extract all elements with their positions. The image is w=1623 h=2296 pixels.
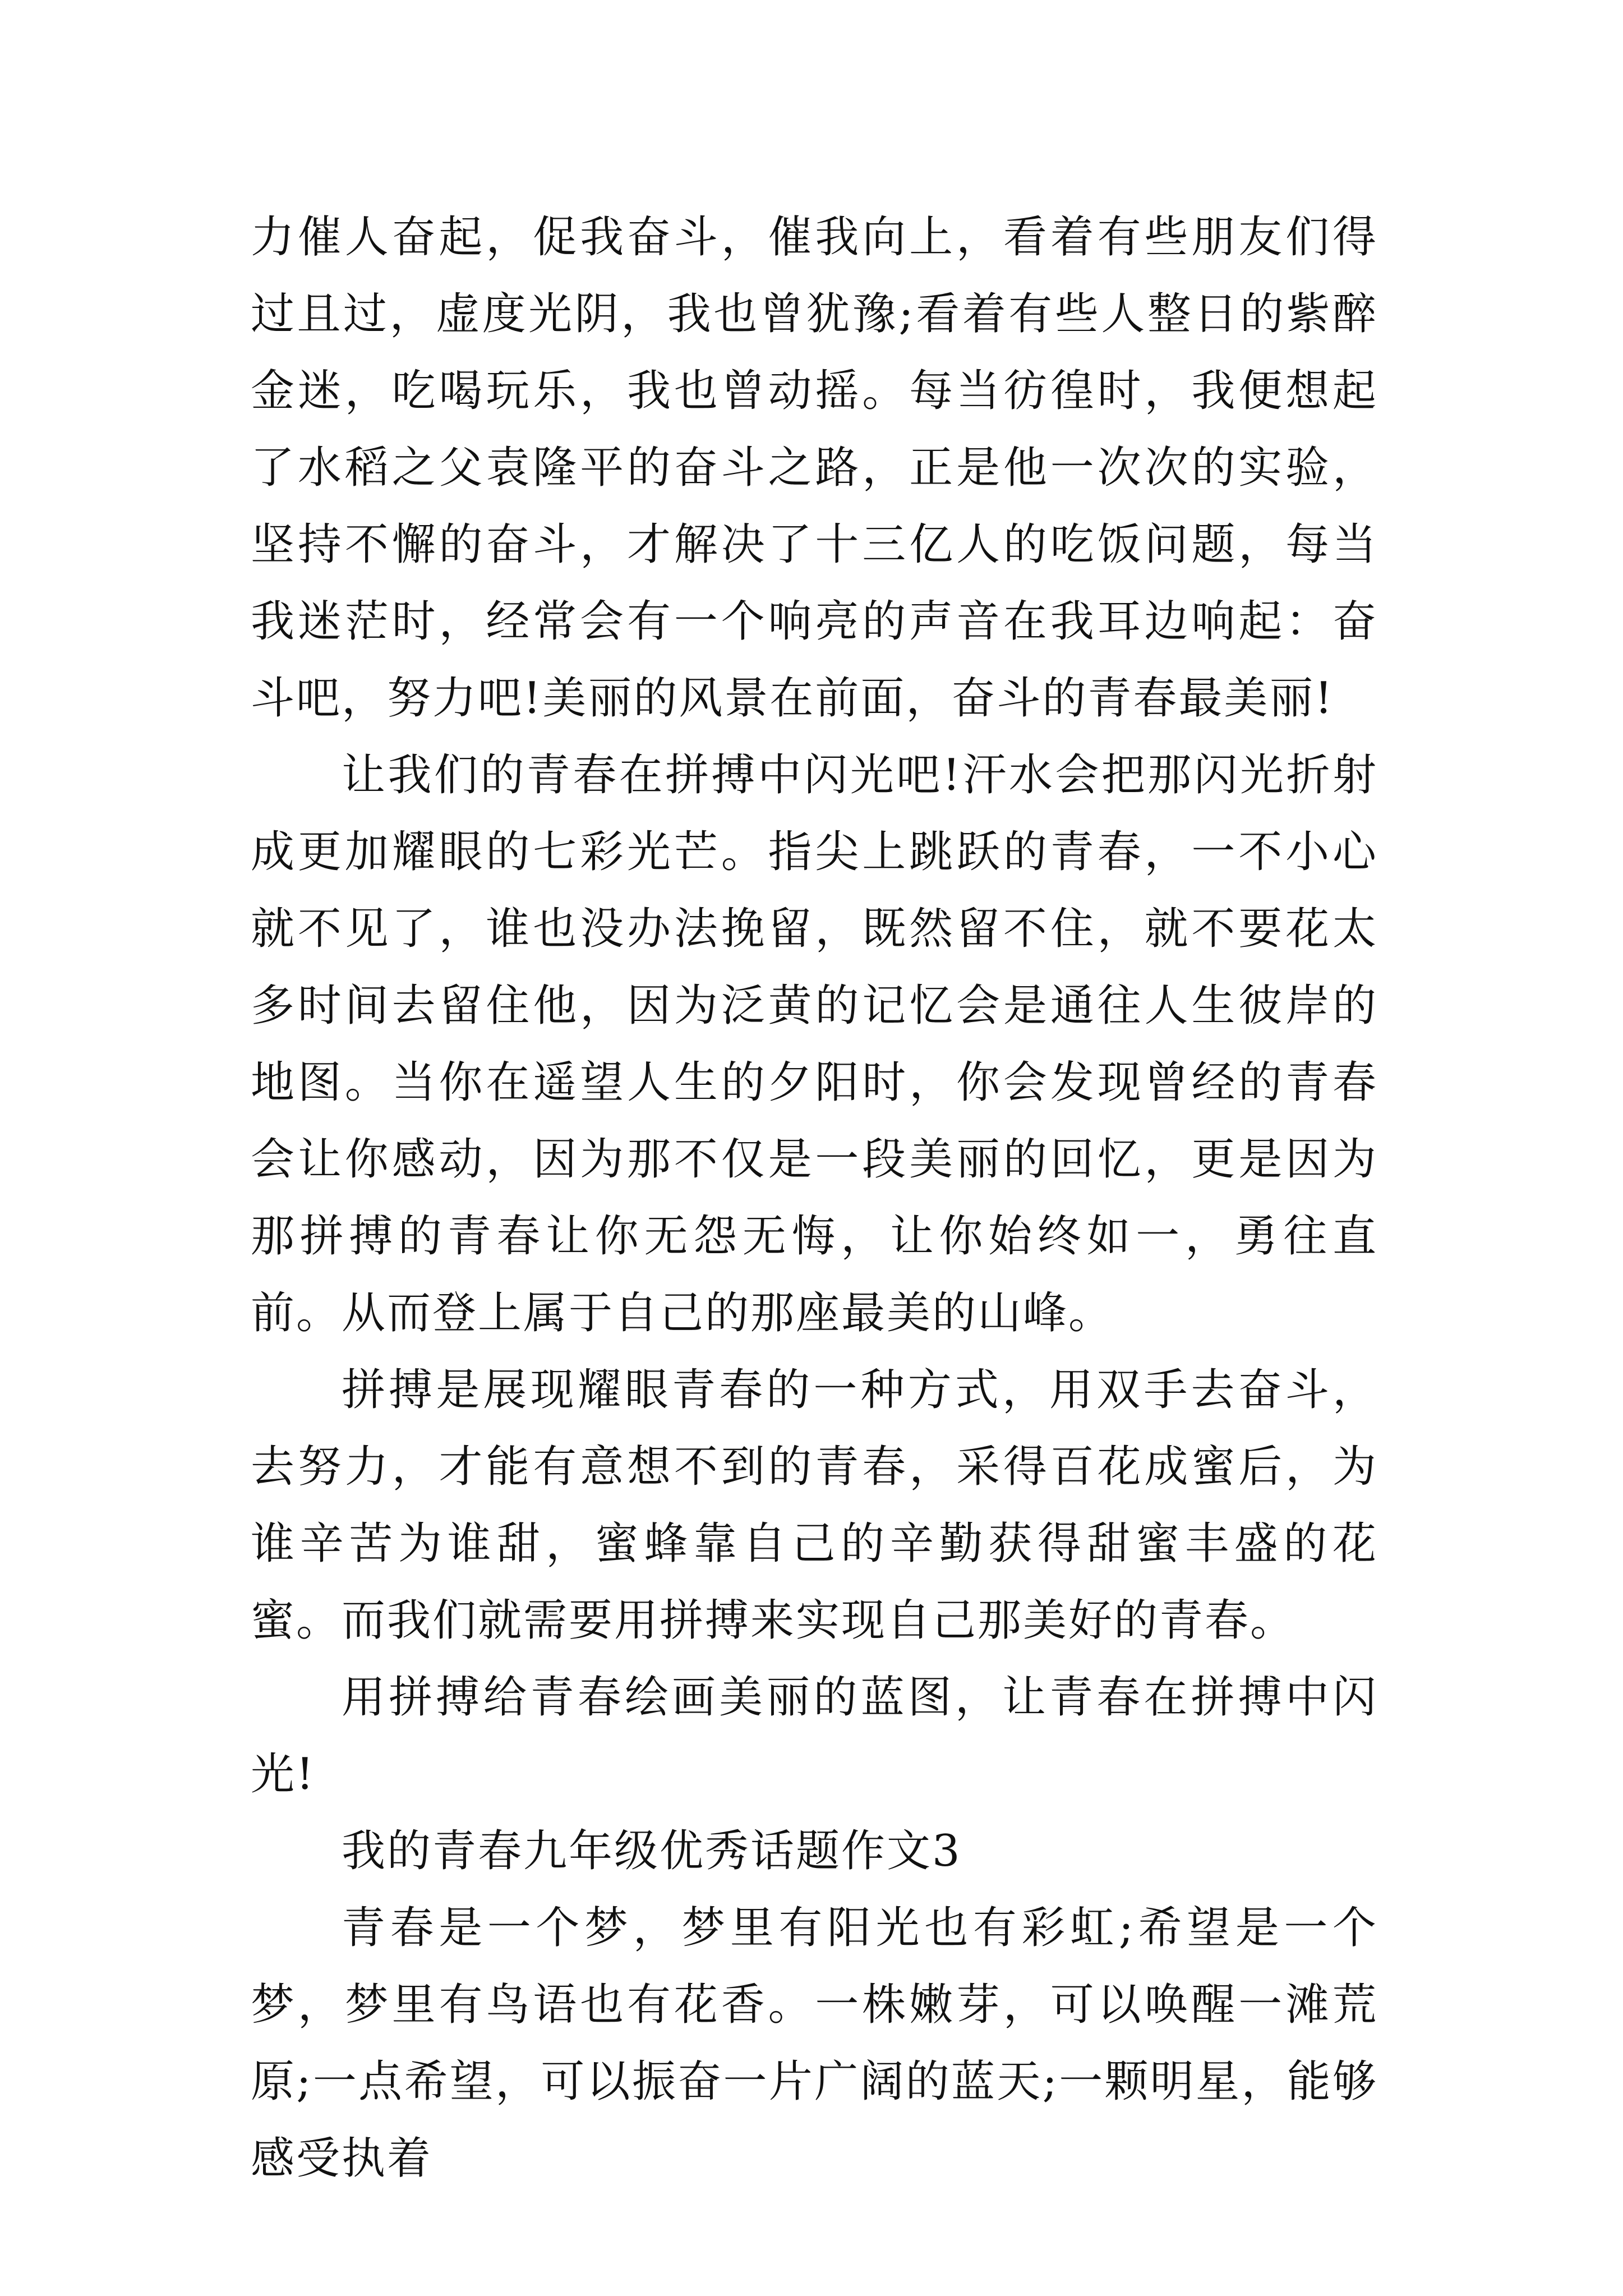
paragraph-5: 青春是一个梦，梦里有阳光也有彩虹;希望是一个梦，梦里有鸟语也有花香。一株嫩芽，可以唤醒一滩荒原;一点希望，可以振奋一片广阔的蓝天;一颗明星，能够感受执着 <box>251 1903 1378 2184</box>
paragraph-1: 力催人奋起，促我奋斗，催我向上，看着有些朋友们得过且过，虚度光阴，我也曾犹豫;看着有些人整日的紫醉金迷，吃喝玩乐，我也曾动摇。每当彷徨时，我便想起了水稻之父袁隆平的奋斗之路，正是他一次次的实验，坚持不懈的奋斗，才解决了十三亿人的吃饭问题，每当我迷茫时，经常会有一个响亮的声音在我耳边响起：奋斗吧，努力吧!美丽的风景在前面，奋斗的青春最美丽! <box>251 212 1378 724</box>
paragraph-4: 用拼搏给青春绘画美丽的蓝图，让青春在拼搏中闪光! <box>251 1672 1378 1800</box>
section-heading: 我的青春九年级优秀话题作文3 <box>342 1826 962 1876</box>
paragraph-3: 拼搏是展现耀眼青春的一种方式，用双手去奋斗，去努力，才能有意想不到的青春，采得百花成蜜后，为谁辛苦为谁甜，蜜蜂靠自己的辛勤获得甜蜜丰盛的花蜜。而我们就需要用拼搏来实现自己那美好的青春。 <box>251 1365 1378 1646</box>
paragraph-2: 让我们的青春在拼搏中闪光吧!汗水会把那闪光折射成更加耀眼的七彩光芒。指尖上跳跃的青春，一不小心就不见了，谁也没办法挽留，既然留不住，就不要花太多时间去留住他，因为泛黄的记忆会是通往人生彼岸的地图。当你在遥望人生的夕阳时，你会发现曾经的青春会让你感动，因为那不仅是一段美丽的回忆，更是因为那拼搏的青春让你无怨无悔，让你始终如一，勇往直前。从而登上属于自己的那座最美的山峰。 <box>251 750 1378 1338</box>
document-body <box>251 199 1378 2197</box>
